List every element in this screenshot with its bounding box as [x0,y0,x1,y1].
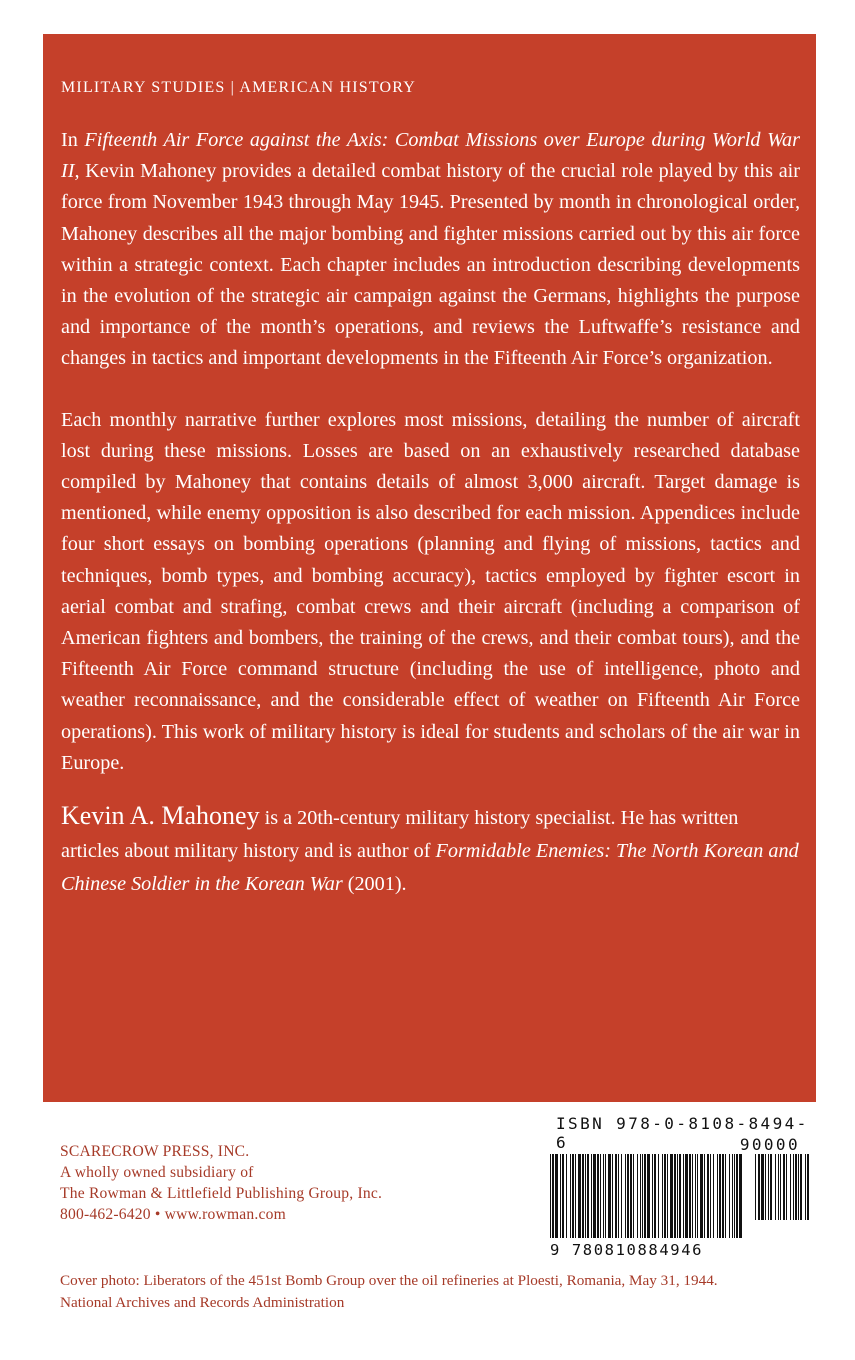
barcode-bar [679,1154,681,1238]
addon-bar [778,1154,779,1220]
barcode-bar [662,1154,663,1238]
barcode-bar [670,1154,673,1238]
publisher-contact [60,1204,382,1225]
addon-bar [790,1154,791,1220]
barcode-bar [633,1154,634,1238]
ean-remaining-digits: 780810884946 [571,1241,704,1259]
barcode-bar [582,1154,584,1238]
barcode-bar [562,1154,564,1238]
addon-bar [761,1154,764,1220]
publisher-group: The Rowman & Littlefield Publishing Group, Inc. [60,1185,383,1202]
barcode-bar [591,1154,592,1238]
price-addon-text: 90000 [739,1135,800,1154]
barcode-bar [695,1154,696,1238]
author-bio [61,799,800,902]
barcode-bar [732,1154,733,1238]
author-bio-text-1: is a 20th-century military history specialist. He has written articles about military history and is author of [61,807,739,863]
addon-bar [768,1154,769,1220]
blurb [61,125,800,779]
addon-bar [786,1154,787,1220]
barcode-bar [627,1154,629,1238]
barcode-bar [667,1154,668,1238]
barcode-bar [736,1154,738,1238]
barcode-bar [713,1154,714,1238]
barcode-bar [717,1154,718,1238]
publisher-subsidiary: A wholly owned subsidiary of [60,1164,254,1181]
addon-bar [775,1154,776,1220]
category-label: MILITARY STUDIES | AMERICAN HISTORY [61,79,417,96]
barcode-bar [704,1154,705,1238]
barcode-bar [552,1154,554,1238]
barcode-bar [654,1154,656,1238]
addon-bar [765,1154,766,1220]
barcode-bar [640,1154,641,1238]
barcode-bar [603,1154,604,1238]
credit-line-2: National Archives and Records Administration [60,1293,345,1311]
addon-bar [793,1154,794,1220]
addon-bar [783,1154,785,1220]
author-bio-text-2: (2001). [342,873,407,896]
barcode-bar [618,1154,619,1238]
barcode-bar [612,1154,613,1238]
barcode-bar [674,1154,676,1238]
barcode-bar [550,1154,551,1238]
back-cover-panel [43,34,816,1102]
barcode-bar [597,1154,599,1238]
barcode-bar [722,1154,724,1238]
barcode-bar [621,1154,622,1238]
barcode-bar [683,1154,684,1238]
barcode-bar [734,1154,735,1238]
barcode-bar [642,1154,643,1238]
blurb-prefix: In [61,129,85,151]
barcode-bar [707,1154,709,1238]
barcode-bar [719,1154,721,1238]
barcode-bar [739,1154,742,1238]
barcode-bar [615,1154,617,1238]
barcode-bar [710,1154,711,1238]
credit-line-1: Cover photo: Liberators of the 451st Bomb Group over the oil refineries at Ploesti, Romania, May 31, 1944. [60,1272,718,1289]
barcode-bar [575,1154,576,1238]
cover-photo-credit [60,1270,718,1313]
barcode-bar [637,1154,638,1238]
barcode-bar [664,1154,666,1238]
author-book-title: Formidable Enemies: The North Korean and Chinese Soldier in the Korean War [61,840,799,896]
barcode-bar [587,1154,589,1238]
barcode-bar [560,1154,561,1238]
barcode-bars [540,1154,810,1246]
barcode-bar [570,1154,571,1238]
barcode-bar [572,1154,574,1238]
barcode-bar [585,1154,586,1238]
addon-bar [770,1154,772,1220]
blurb-body-1: Kevin Mahoney provides a detailed combat history of the crucial role played by this air force from November 1943 through May 1945. Presented by month in chronological order, Mahoney describes all the major bombing and fighter missions carried out by this air force within a strategic context. Each chapter includes an introduction describing developments in the evolution of the strategic air campaign against the Germans, highlights the purpose and importance of the month’s operations, and reviews the Luftwaffe’s resistance and changes in tactics and important developments in the Fifteenth Air Force’s organization. [61,160,800,370]
barcode-bar [677,1154,678,1238]
barcode-bar [600,1154,601,1238]
addon-bar [780,1154,781,1220]
barcode-bar [658,1154,659,1238]
barcode-bar [578,1154,581,1238]
barcode-bar [725,1154,726,1238]
barcode-bar [608,1154,611,1238]
ean-digits [550,1241,703,1259]
addon-bar [807,1154,809,1220]
barcode-bar [605,1154,606,1238]
addon-bar [805,1154,806,1220]
addon-bar [798,1154,799,1220]
barcode [530,1114,816,1264]
barcode-bar [685,1154,688,1238]
author-name: Kevin A. Mahoney [61,801,260,831]
publisher-website: www.rowman.com [164,1206,286,1223]
barcode-bar [625,1154,626,1238]
ean-first-digit: 9 [550,1241,561,1259]
publisher-info [60,1141,382,1225]
barcode-bar [647,1154,650,1238]
bullet-separator: • [154,1206,161,1223]
addon-bar [755,1154,756,1220]
barcode-bar [700,1154,703,1238]
isbn-text: ISBN 978-0-8108-8494-6 [556,1114,809,1152]
barcode-bar [630,1154,632,1238]
barcode-bar [692,1154,693,1238]
barcode-bar [697,1154,698,1238]
barcode-bar [555,1154,558,1238]
barcode-bar [729,1154,730,1238]
barcode-bar [689,1154,691,1238]
addon-bar [758,1154,760,1220]
publisher-phone: 800-462-6420 [60,1206,151,1223]
barcode-bar [652,1154,653,1238]
barcode-bar [593,1154,596,1238]
blurb-paragraph-2: Each monthly narrative further explores most missions, detailing the number of aircraft lost during these missions. Losses are based on an exhaustively researched database compiled by Mahoney that contains details of almost 3,000 aircraft. Target damage is mentioned, while enemy opposition is also described for each mission. Appendices include four short essays on bombing operations (planning and flying of missions, tactics and techniques, bomb types, and bombing accuracy), tactics employed by fighter escort in aerial combat and strafing, combat crews and their aircraft (including a comparison of American fighters and bombers, the training of the crews, and their combat tours), and the Fifteenth Air Force command structure (including the use of intelligence, photo and weather reconnaissance, and the considerable effect of weather on Fifteenth Air Force operations). This work of military history is ideal for students and scholars of the air war in Europe. [61,408,800,774]
barcode-bar [566,1154,567,1238]
addon-bar [795,1154,797,1220]
addon-bar [800,1154,802,1220]
blurb-paragraph-1 [61,125,800,375]
publisher-name: SCARECROW PRESS, INC. [60,1143,250,1160]
barcode-bar [644,1154,646,1238]
book-title: Fifteenth Air Force against the Axis: Combat Missions over Europe during World War II, [61,129,800,183]
